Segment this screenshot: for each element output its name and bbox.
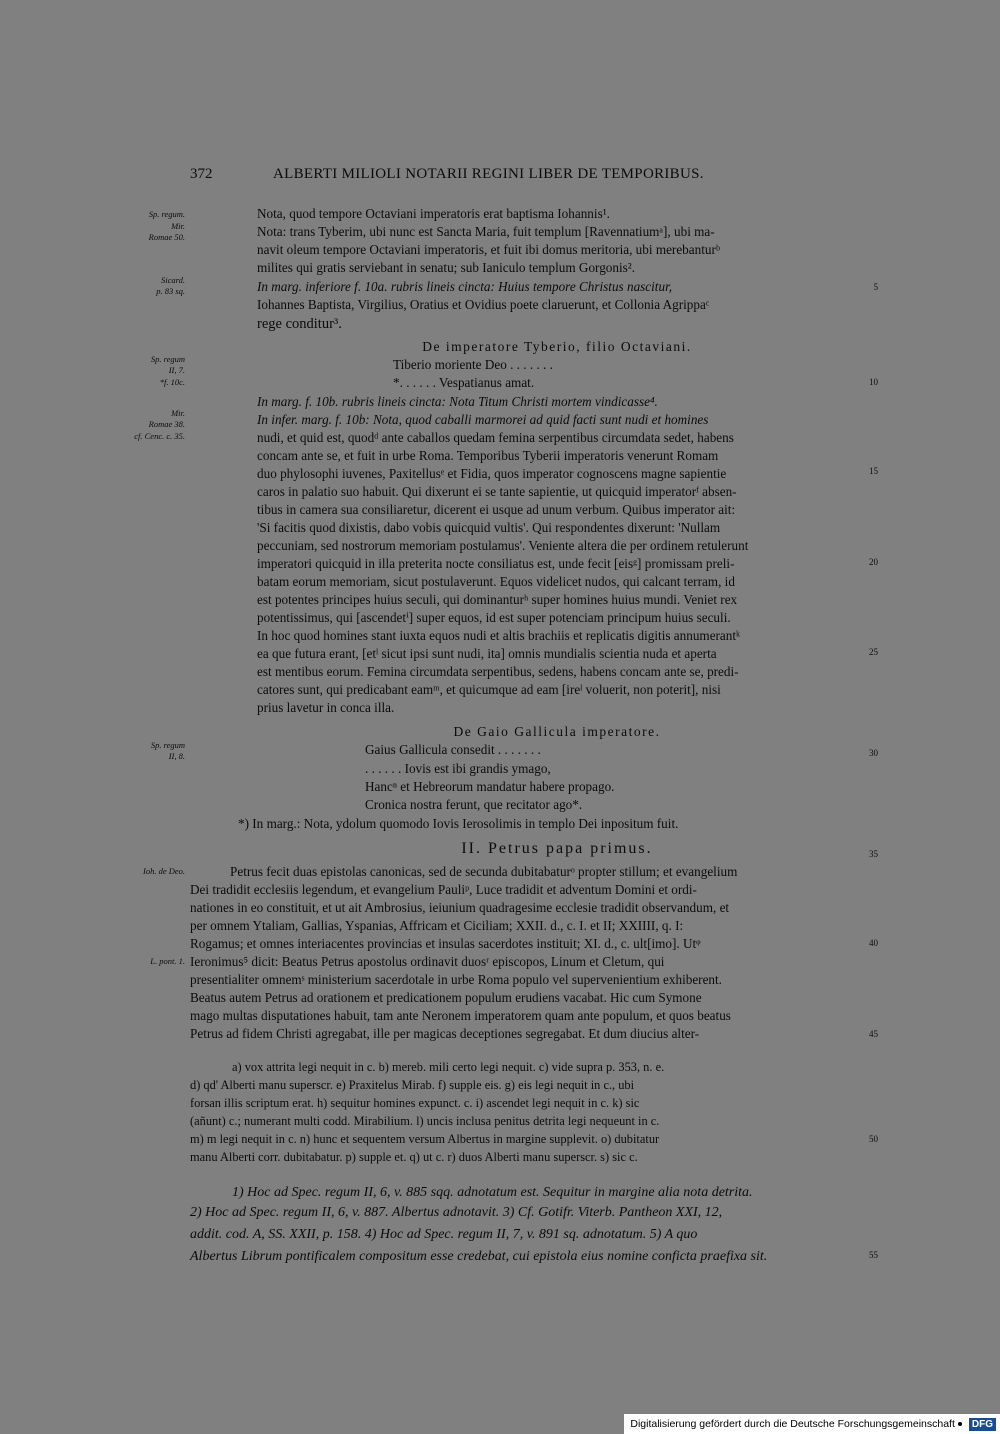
chapter-heading: II. Petrus papa primus. [461,840,653,857]
text-line: caros in palatio suo habuit. Qui dixerunt ei se tante sapientie, ut quicquid imperatorᶠ absen- [257,484,737,499]
side-note: Sicard. [160,275,185,285]
line-number: 40 [869,938,878,948]
text-line: Ieronimus⁵ dicit: Beatus Petrus apostolus ordinavit duosʳ episcopos, Linum et Cletum, qui [190,954,665,969]
footnote-line: 2) Hoc ad Spec. regum II, 6, v. 887. Albertus adnotavit. 3) Cf. Gotifr. Viterb. Pantheon XXI, 12, [190,1205,723,1220]
apparatus-line: a) vox attrita legi nequit in c. b) mereb. mili certo legi nequit. c) vide supra p. 353, n. e. [232,1060,665,1074]
line-number: 25 [869,647,878,657]
line-number: 45 [869,1029,878,1039]
apparatus-line: forsan illis scriptum erat. h) sequitur homines expunct. c. i) ascendet legi nequit in c. k) sic [190,1096,640,1110]
text-line: Dei tradidit ecclesiis legendum, et evangelium Pauliᵖ, Luce tradidit et adventum Domini et ordi- [190,882,697,897]
text-line: milites qui gratis serviebant in senatu; sub Ianiculo templum Gorgonis². [257,260,636,275]
dfg-logo-icon: DFG [969,1418,996,1431]
side-note: p. 83 sq. [156,286,185,296]
text-line: prius lavetur in conca illa. [257,700,395,715]
text-line: In marg. inferiore f. 10a. rubris lineis cincta: Huius tempore Christus nascitur, [257,279,673,294]
side-note: Sp. regum [150,354,185,364]
apparatus-line: (añunt) c.; numerant multi codd. Mirabilium. l) uncis inclusa penitus detrita legi nequeunt in c. [190,1114,660,1128]
side-note: Romae 50. [148,232,185,242]
text-line: Nota: trans Tyberim, ubi nunc est Sancta Maria, fuit templum [Ravennatiumᵃ], ubi ma- [257,224,715,239]
text-line: In infer. marg. f. 10b: Nota, quod caballi marmorei ad quid facti sunt nudi et homines [257,412,709,427]
footer-text: Digitalisierung gefördert durch die Deutsche Forschungsgemeinschaft [630,1418,955,1430]
footnote-line: 1) Hoc ad Spec. regum II, 6, v. 885 sqq. adnotatum est. Sequitur in margine alia nota detrita. [232,1185,753,1200]
dfg-footer [624,1414,1000,1434]
margin-annotation: *) In marg.: Nota, ydolum quomodo Iovis Ierosolimis in templo Dei inpositum fuit. [238,816,679,831]
line-number: 35 [869,849,878,859]
verse-line: . . . . . . Iovis est ibi grandis ymago, [365,761,551,776]
text-line: Nota, quod tempore Octaviani imperatoris erat baptisma Iohannis¹. [257,206,610,221]
text-line: catores sunt, qui predicabant eamᵐ, et quicumque ad eam [ireˡ voluerit, non poterit], nisi [257,682,721,697]
side-note: Sp. regum [150,740,185,750]
line-number: 5 [873,282,878,292]
bullet-icon [958,1422,962,1426]
text-line: Iohannes Baptista, Virgilius, Oratius et Ovidius poete claruerunt, et Collonia Agrippaᶜ [257,297,710,312]
line-number: 10 [869,377,878,387]
page-number: 372 [190,166,213,182]
text-line: mago multas disputationes habuit, tam ante Neronem imperatorem quam ante populum, et quos beatus [190,1008,731,1023]
apparatus-line: manu Alberti corr. dubitabatur. p) supple et. q) ut c. r) duos Alberti manu superscr. s) sic c. [190,1150,638,1164]
text-line: Rogamus; et omnes interiacentes provincias et insulas sacerdotes instituit; XI. d., c. ult[imo]. Utᵠ [190,936,701,951]
side-note: *f. 10c. [159,377,185,387]
text-line: rege conditur³. [257,316,342,332]
text-line: duo phylosophi iuvenes, Paxitellusᵉ et Fidia, quos imperator cognoscens magne sapientie [257,466,727,481]
apparatus-line: m) m legi nequit in c. n) hunc et sequentem versum Albertus in margine supplevit. o) dubitatur [190,1132,660,1146]
text-line: In hoc quod homines stant iuxta equos nudi et altis brachiis et replicatis digitis annumerantᵏ [257,628,741,643]
text-line: peccuniam, sed nostrorum memoriam postulamus'. Veniente altera die per ordinem retulerunt [257,538,749,553]
line-number: 20 [869,557,878,567]
text-line: navit oleum tempore Octaviani imperatoris, et fuit ibi domus meritoria, ubi merebanturᵇ [257,242,720,257]
side-note: Romae 38. [148,419,185,429]
verse-line: *. . . . . . Vespatianus amat. [393,375,535,390]
text-line: imperatori quicquid in illa preterita nocte consiliatus est, unde fecit [eisᵍ] promissam preli- [257,556,735,571]
line-number: 30 [869,748,878,758]
side-note: cf. Cenc. c. 35. [134,431,185,441]
text-line: In marg. f. 10b. rubris lineis cincta: Nota Titum Christi mortem vindicasse⁴. [257,394,658,409]
section-heading: De Gaio Gallicula imperatore. [453,724,661,739]
footnote-line: Albertus Librum pontificalem compositum esse credebat, cui epistola eius nomine conficta praefixa sit. [190,1249,768,1264]
apparatus-line: d) qd' Alberti manu superscr. e) Praxitelus Mirab. f) supple eis. g) eis legi nequit in c., ubi [190,1078,635,1092]
footnote-line: addit. cod. A, SS. XXII, p. 158. 4) Hoc ad Spec. regum II, 7, v. 891 sq. adnotatum. 5) A quo [190,1227,698,1242]
section-heading: De imperatore Tyberio, filio Octaviani. [422,339,692,354]
side-note: Mir. [171,408,185,418]
text-line: est mentibus eorum. Femina circumdata serpentibus, sedens, habens concam ante se, predi- [257,664,739,679]
verse-line: Cronica nostra ferunt, que recitator ago*. [365,797,583,812]
text-line: nationes in eo constituit, et ut ait Ambrosius, ieiunium quadragesime ecclesie tradidit observandum, et [190,900,730,915]
verse-line: Gaius Gallicula consedit . . . . . . . [365,742,541,757]
text-line: per omnem Ytaliam, Gallias, Yspanias, Affricam et Ciciliam; XXII. d., c. I. et II; XXIIII, q. I: [190,918,684,933]
text-line: tibus in camera sua consiliaretur, dicerent ei usque ad unum verbum. Quibus imperator ait: [257,502,736,517]
text-line: batam eorum memoriam, sicut postulaverunt. Equos videlicet nudos, qui calcant terram, id [257,574,735,589]
side-note: Ioh. de Deo. [142,866,185,876]
text-line: potentissimus, qui [ascendetⁱ] super equos, id est super potenciam principum huius seculi. [257,610,731,625]
side-note: II, 7. [168,365,185,375]
text-line: Beatus autem Petrus ad orationem et predicationem populum erudiens vacabat. Hic cum Symone [190,990,702,1005]
verse-line: Tiberio moriente Deo . . . . . . . [393,357,553,372]
line-number: 50 [869,1134,878,1144]
text-line: 'Si facitis quod dixistis, dabo vobis quicquid vultis'. Qui respondentes dixerunt: 'Nullam [257,520,721,535]
side-note: L. pont. 1. [150,956,185,966]
side-note: II, 8. [168,751,185,761]
text-line: nudi, et quid est, quodᵈ ante caballos quedam femina serpentibus circumdata sedet, habens [257,430,734,445]
text-line: ea que futura erant, [etˡ sicut ipsi sunt nudi, ita] omnis mundialis scientia nuda et aperta [257,646,717,661]
side-note: Sp. regum. [148,209,185,219]
text-line: concam ante se, et fuit in urbe Roma. Temporibus Tyberii imperatoris venerunt Romam [257,448,719,463]
verse-line: Hancⁿ et Hebreorum mandatur habere propago. [365,779,615,794]
running-title: ALBERTI MILIOLI NOTARII REGINI LIBER DE TEMPORIBUS. [273,166,704,182]
line-number: 55 [869,1250,878,1260]
text-line: Petrus ad fidem Christi agregabat, ille per magicas deceptiones segregabat. Et dum diucius alter- [190,1026,700,1041]
side-note: Mir. [171,221,185,231]
text-line: Petrus fecit duas epistolas canonicas, sed de secunda dubitabaturᵒ propter stillum; et evangelium [230,864,738,879]
text-line: est potentes principes huius seculi, qui dominanturʰ super homines huius mundi. Veniet rex [257,592,738,607]
line-number: 15 [869,466,878,476]
text-line: presentialiter omnemˢ ministerium sacerdotale in urbe Roma populo vel supervenientium exhiberent. [190,972,722,987]
